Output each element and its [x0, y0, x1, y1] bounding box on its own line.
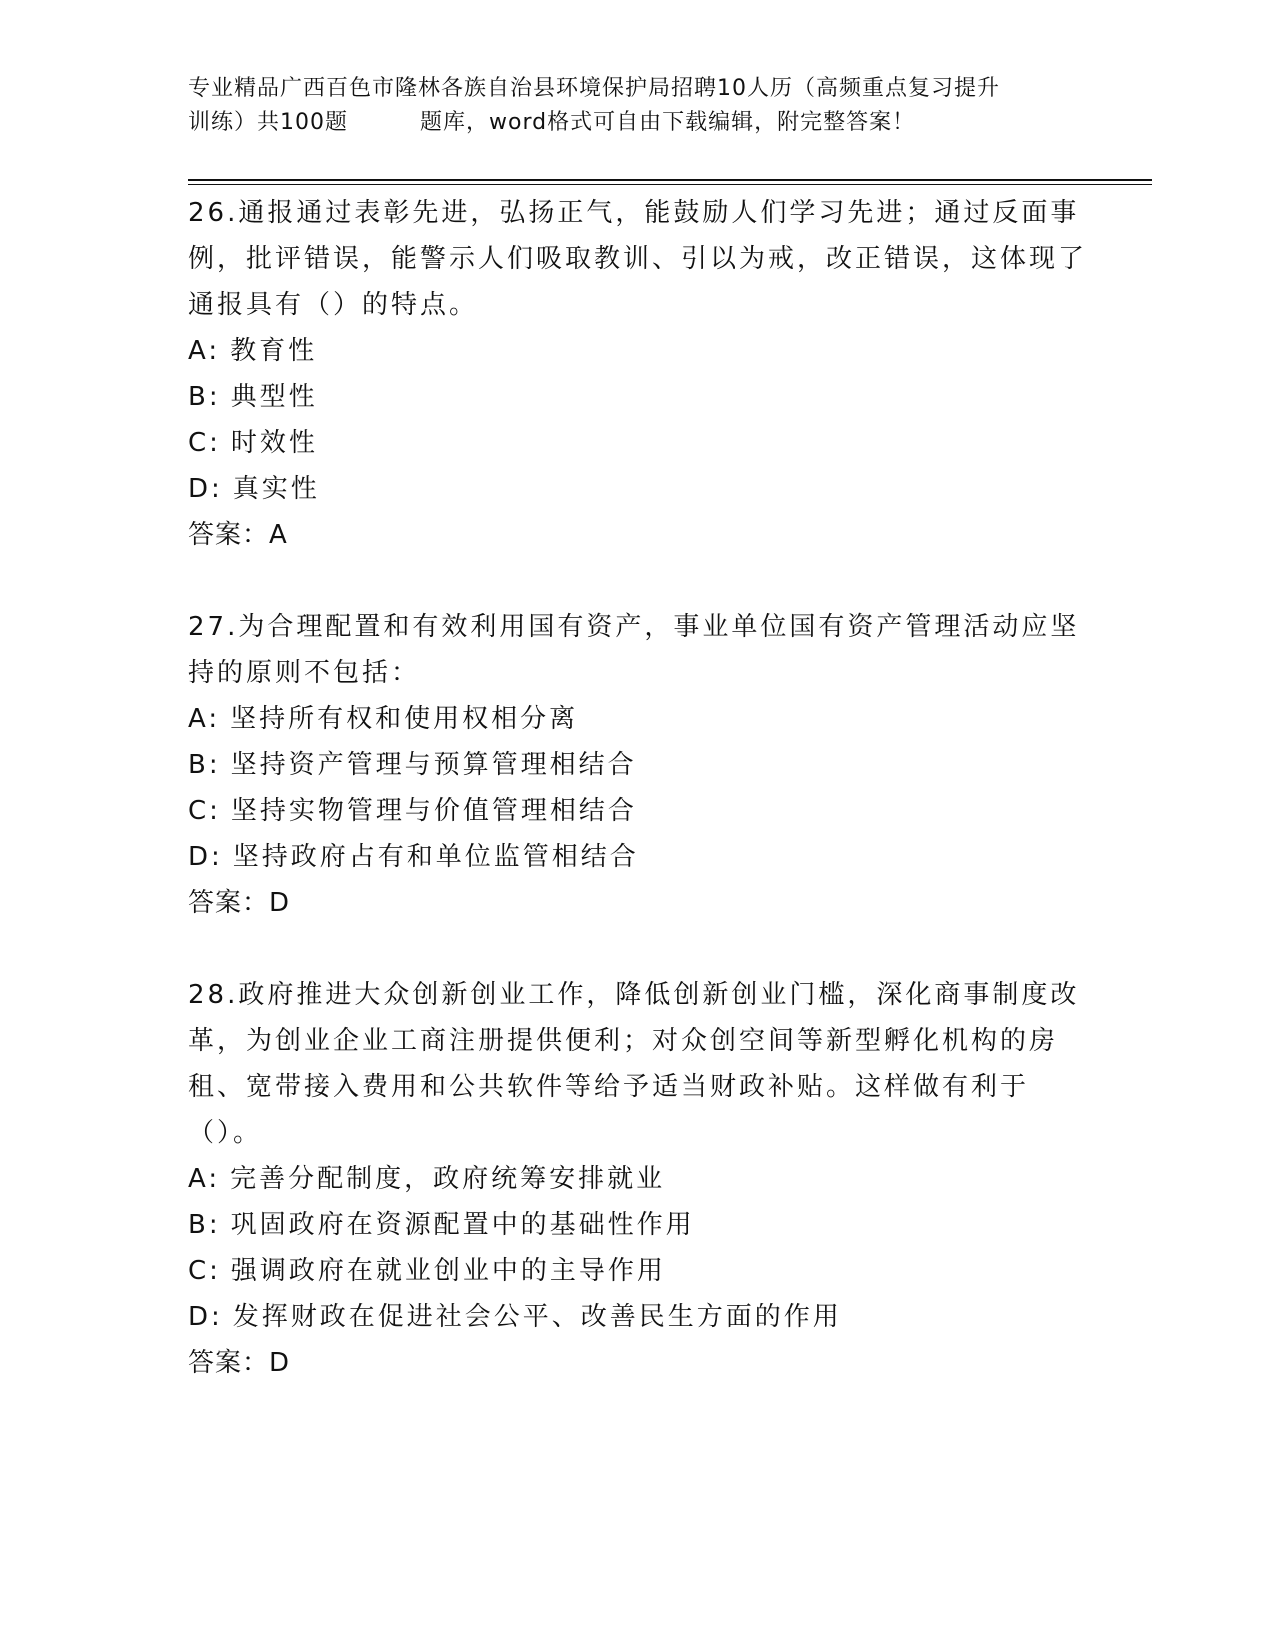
option-label: C:	[188, 796, 221, 826]
option-a	[188, 696, 1088, 742]
header-line-2	[188, 106, 1088, 140]
option-b	[188, 1202, 1088, 1248]
option-label: A:	[188, 1164, 221, 1194]
option-text: 坚持所有权和使用权相分离	[230, 704, 579, 734]
option-text: 完善分配制度，政府统筹安排就业	[230, 1164, 666, 1194]
option-d	[188, 1294, 1088, 1340]
header-line-2-part-2: 题库，word格式可自由下载编辑，附完整答案！	[420, 110, 916, 135]
option-text: 真实性	[232, 474, 320, 504]
option-label: A:	[188, 336, 221, 366]
option-text: 时效性	[230, 428, 318, 458]
option-label: C:	[188, 1256, 221, 1286]
option-c	[188, 420, 1088, 466]
header-line-2-part-1: 训练）共100题	[188, 110, 348, 135]
option-d	[188, 834, 1088, 880]
option-label: A:	[188, 704, 221, 734]
option-label: B:	[188, 1210, 221, 1240]
question-27	[188, 604, 1088, 926]
option-a	[188, 1156, 1088, 1202]
question-stem: 28.政府推进大众创新创业工作，降低创新创业门槛，深化商事制度改革，为创业企业工商注册提供便利；对众创空间等新型孵化机构的房租、宽带接入费用和公共软件等给予适当财政补贴。这样做有利于（）。	[188, 980, 1080, 1148]
option-label: D:	[188, 474, 223, 504]
answer-line: 答案：D	[188, 888, 291, 918]
option-c	[188, 788, 1088, 834]
option-b	[188, 742, 1088, 788]
option-label: D:	[188, 842, 223, 872]
option-label: B:	[188, 750, 221, 780]
question-stem: 27.为合理配置和有效利用国有资产，事业单位国有资产管理活动应坚持的原则不包括：	[188, 612, 1080, 688]
option-label: D:	[188, 1302, 223, 1332]
answer-line: 答案：D	[188, 1348, 291, 1378]
question-list	[188, 190, 1088, 1432]
option-c	[188, 1248, 1088, 1294]
option-text: 典型性	[230, 382, 318, 412]
question-28	[188, 972, 1088, 1386]
option-text: 教育性	[230, 336, 318, 366]
option-text: 发挥财政在促进社会公平、改善民生方面的作用	[232, 1302, 842, 1332]
option-text: 坚持资产管理与预算管理相结合	[230, 750, 637, 780]
header-divider-thin	[188, 184, 1152, 185]
option-label: B:	[188, 382, 221, 412]
option-a	[188, 328, 1088, 374]
question-stem: 26.通报通过表彰先进，弘扬正气，能鼓励人们学习先进；通过反面事例，批评错误，能警示人们吸取教训、引以为戒，改正错误，这体现了通报具有（）的特点。	[188, 198, 1088, 320]
header-divider-thick	[188, 179, 1152, 181]
option-b	[188, 374, 1088, 420]
document-header	[188, 72, 1088, 140]
header-line-1: 专业精品广西百色市隆林各族自治县环境保护局招聘10人历（高频重点复习提升	[188, 76, 1000, 101]
option-text: 巩固政府在资源配置中的基础性作用	[230, 1210, 695, 1240]
option-d	[188, 466, 1088, 512]
question-26	[188, 190, 1088, 558]
option-text: 强调政府在就业创业中的主导作用	[230, 1256, 666, 1286]
option-text: 坚持实物管理与价值管理相结合	[230, 796, 637, 826]
answer-line: 答案：A	[188, 520, 288, 550]
option-label: C:	[188, 428, 221, 458]
option-text: 坚持政府占有和单位监管相结合	[232, 842, 639, 872]
